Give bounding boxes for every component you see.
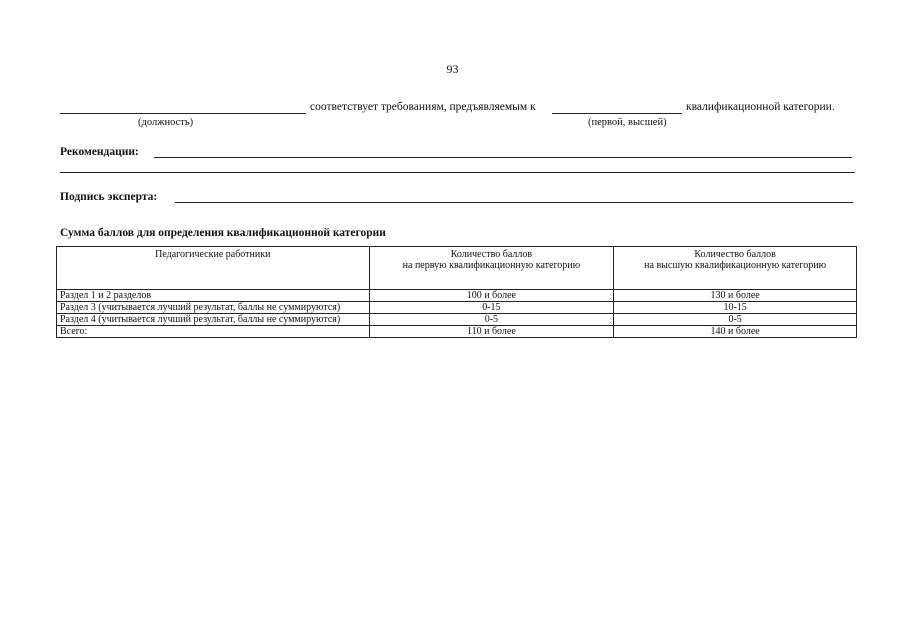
statement-text-end: квалификационной категории. — [686, 101, 835, 113]
recommendations-line-1 — [154, 157, 852, 158]
position-hint: (должность) — [138, 117, 194, 128]
recommendations-line-2 — [60, 172, 855, 173]
position-blank-line — [60, 113, 306, 114]
row-first-value: 110 и более — [369, 326, 614, 338]
header-educators — [57, 247, 370, 290]
table-header-row — [57, 247, 857, 290]
header-first-line1: Количество баллов — [450, 249, 533, 260]
header-highest-line2: на высшую квалификационную категорию — [644, 260, 827, 271]
table-row-total — [57, 326, 857, 338]
header-highest-line1: Количество баллов — [694, 249, 776, 260]
row-label: Раздел 3 (учитывается лучший результат, баллы не суммируются) — [57, 302, 370, 314]
row-label: Раздел 1 и 2 разделов — [57, 290, 370, 302]
header-highest-category — [614, 247, 857, 290]
category-hint: (первой, высшей) — [588, 117, 667, 128]
header-educators-text: Педагогические работники — [155, 249, 271, 260]
header-first-category — [369, 247, 614, 290]
table-row — [57, 314, 857, 326]
table-row — [57, 302, 857, 314]
header-first-line2: на первую квалификационную категорию — [402, 260, 581, 271]
row-label: Всего: — [57, 326, 370, 338]
scores-table — [56, 246, 857, 338]
row-highest-value: 130 и более — [614, 290, 857, 302]
table-title: Сумма баллов для определения квалификационной категории — [60, 227, 386, 239]
row-label: Раздел 4 (учитывается лучший результат, баллы не суммируются) — [57, 314, 370, 326]
page-number: 93 — [446, 62, 459, 76]
recommendations-label: Рекомендации: — [60, 146, 139, 158]
row-first-value: 0-5 — [369, 314, 614, 326]
category-blank-line — [552, 113, 682, 114]
row-first-value: 0-15 — [369, 302, 614, 314]
statement-text-middle: соответствует требованиям, предъявляемым к — [310, 101, 536, 113]
row-highest-value: 0-5 — [614, 314, 857, 326]
row-highest-value: 10-15 — [614, 302, 857, 314]
row-highest-value: 140 и более — [614, 326, 857, 338]
table-row — [57, 290, 857, 302]
expert-signature-line — [175, 202, 853, 203]
expert-signature-label: Подпись эксперта: — [60, 191, 158, 203]
row-first-value: 100 и более — [369, 290, 614, 302]
